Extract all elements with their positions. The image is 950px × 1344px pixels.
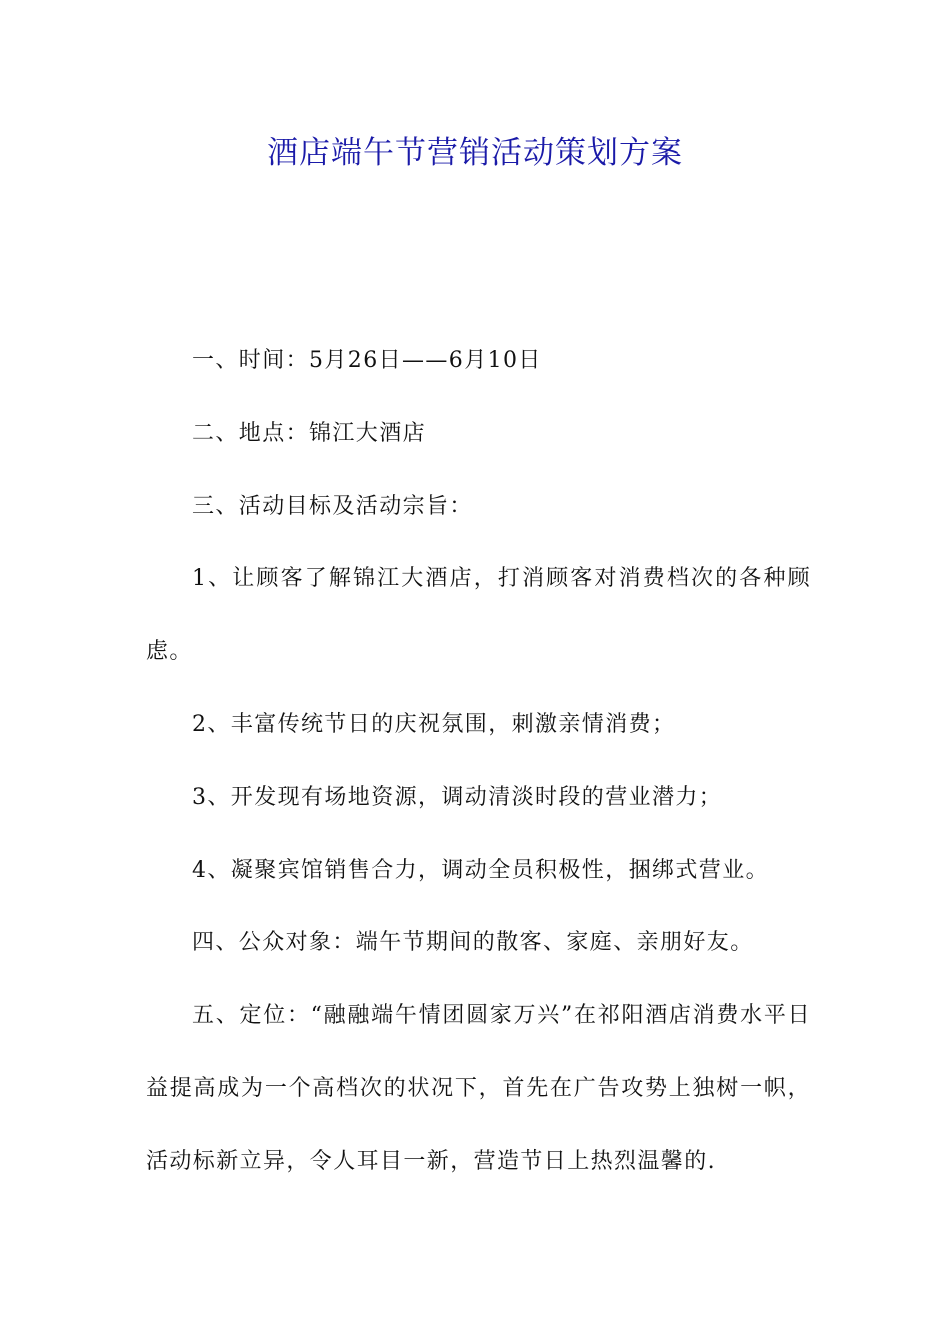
paragraph-goal-1: 1、让顾客了解锦江大酒店，打消顾客对消费档次的各种顾虑。 bbox=[146, 566, 811, 665]
paragraph-time: 一、时间：5月26日——6月10日 bbox=[192, 348, 542, 373]
paragraph-goal-2: 2、丰富传统节日的庆祝氛围，刺激亲情消费； bbox=[192, 711, 676, 737]
paragraph-location: 二、地点：锦江大酒店 bbox=[192, 420, 427, 446]
paragraph-audience: 四、公众对象：端午节期间的散客、家庭、亲朋好友。 bbox=[192, 930, 754, 956]
document-title: 酒店端午节营销活动策划方案 bbox=[267, 135, 683, 171]
document-body bbox=[146, 325, 811, 1199]
paragraph-goals-heading: 三、活动目标及活动宗旨： bbox=[192, 493, 473, 519]
paragraph-goal-3: 3、开发现有场地资源，调动清淡时段的营业潜力； bbox=[192, 784, 723, 810]
paragraph-positioning: 五、定位：“融融端午情团圆家万兴”在祁阳酒店消费水平日益提高成为一个高档次的状况下，首先在广告攻势上独树一帜，活动标新立异，令人耳目一新，营造节日上热烈温馨的. bbox=[146, 1003, 811, 1174]
paragraph-goal-4: 4、凝聚宾馆销售合力，调动全员积极性，捆绑式营业。 bbox=[192, 857, 769, 883]
